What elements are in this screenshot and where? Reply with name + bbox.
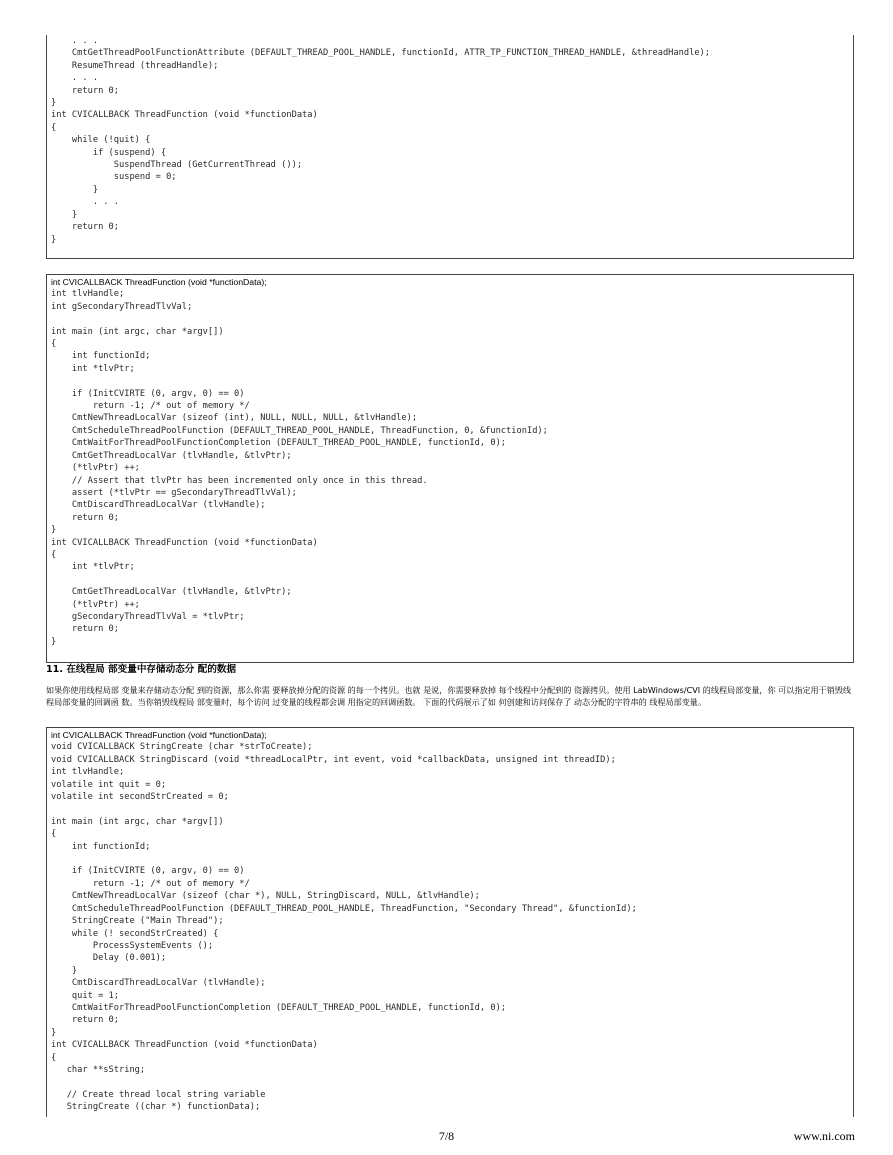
code-listing: int tlvHandle; int gSecondaryThreadTlvVal; int main (int argc, char *argv[]) { int functionId; int *tlvPtr; if (InitCVIRTE (0, argv, 0) == 0) return -1; /* out of memory */ CmtNewThreadLocalVar (sizeof (int), NULL, NULL, NULL, &tlvHandle); CmtScheduleThreadPoolFunction (DEFAULT_THREAD_POOL_HANDLE, ThreadFunction, 0, &functionId); CmtWaitForThreadPoolFunctionCompletion (DEFAULT_THREAD_POOL_HANDLE, functionId, 0); CmtGetThreadLocalVar (tlvHandle, &tlvPtr); (*tlvPtr) ++; // Assert that tlvPtr has been incremented only once in this thread. assert (*tlvPtr == gSecondaryThreadTlvVal); CmtDiscardThreadLocalVar (tlvHandle); return 0; } int CVICALLBACK ThreadFunction (void *functionData) { int *tlvPtr; CmtGetThreadLocalVar (tlvHandle, &tlvPtr); (*tlvPtr) ++; gSecondaryThreadTlvVal = *tlvPtr; return 0; }: [51, 289, 548, 647]
code-block-dynamic-string-example: [46, 727, 854, 1117]
footer-url: www.ni.com: [793, 1129, 855, 1143]
section-paragraph: 如果你使用线程局部 变量来存储动态分配 到的资源，那么你需 要释放掉分配的资源 的每一个拷贝。也就 是说，你需要释放掉 每个线程中分配到的 资源拷贝。使用 LabWindows/CVI 的线程局部变量，你 可以指定用于销毁线 程局部变量的回调函 数。当你销毁线程局 部变量时，每个访问 过变量的线程都会调 用指定的回调函数。 下面的代码展示了如 何创建和访问保存了 动态分配的字符串的 线程局部变量。: [46, 685, 852, 708]
code-first-line: int CVICALLBACK ThreadFunction (void *functionData);: [51, 277, 267, 287]
code-block-suspend-example: [46, 35, 854, 259]
code-listing: . . . CmtGetThreadPoolFunctionAttribute (DEFAULT_THREAD_POOL_HANDLE, functionId, ATTR_TP_FUNCTION_THREAD_HANDLE, &threadHandle); ResumeThread (threadHandle); . . . return 0; } int CVICALLBACK ThreadFunction (void *functionData) { while (!quit) { if (suspend) { SuspendThread (GetCurrentThread ()); suspend = 0; } . . . } return 0; }: [51, 36, 711, 245]
code-first-line: int CVICALLBACK ThreadFunction (void *functionData);: [51, 730, 267, 740]
section-heading: 11. 在线程局 部变量中存储动态分 配的数据: [46, 664, 237, 675]
code-listing: void CVICALLBACK StringCreate (char *strToCreate); void CVICALLBACK StringDiscard (void *threadLocalPtr, int event, void *callbackData, unsigned int threadID); int tlvHandle; volatile int quit = 0; volatile int secondStrCreated = 0; int main (int argc, char *argv[]) { int functionId; if (InitCVIRTE (0, argv, 0) == 0) return -1; /* out of memory */ CmtNewThreadLocalVar (sizeof (char *), NULL, StringDiscard, NULL, &tlvHandle); CmtScheduleThreadPoolFunction (DEFAULT_THREAD_POOL_HANDLE, ThreadFunction, "Secondary Thread", &functionId); StringCreate ("Main Thread"); while (! secondStrCreated) { ProcessSystemEvents (); Delay (0.001); } CmtDiscardThreadLocalVar (tlvHandle); quit = 1; CmtWaitForThreadPoolFunctionCompletion (DEFAULT_THREAD_POOL_HANDLE, functionId, 0); return 0; } int CVICALLBACK ThreadFunction (void *functionData) { char **sString; // Create thread local string variable StringCreate ((char *) functionData);: [51, 742, 637, 1113]
code-block-thread-local-example: [46, 274, 854, 663]
page-number: 7/8: [438, 1129, 455, 1143]
